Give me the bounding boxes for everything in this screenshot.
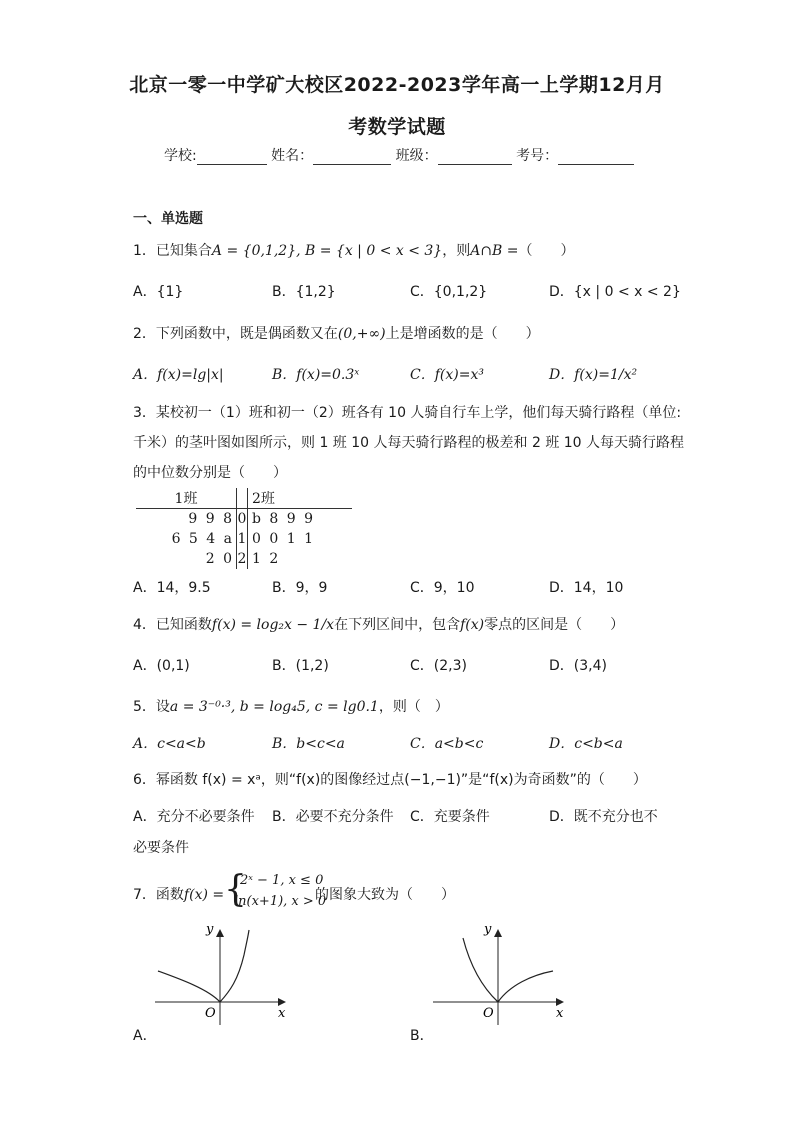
q3-line3: 的中位数分别是（ ） bbox=[133, 465, 287, 481]
q5-math-a: a = 3⁻⁰·³, b = log₄5, c = lg0.1 bbox=[169, 699, 379, 715]
q2-text-b: 上是增函数的是（ ） bbox=[385, 326, 540, 342]
q1-text-c: （ ） bbox=[518, 243, 575, 259]
q3-line1: 3．某校初一（1）班和初一（2）班各有 10 人骑自行车上学，他们每天骑行路程（单位: bbox=[133, 405, 682, 421]
q3-option-d[interactable]: D．14，10 bbox=[549, 580, 624, 596]
row1-stem: 0 bbox=[237, 509, 248, 530]
name-blank[interactable] bbox=[313, 150, 391, 165]
q1-math-b: A∩B = bbox=[470, 243, 519, 259]
q5-stem bbox=[133, 696, 449, 716]
name-label: 姓名： bbox=[271, 148, 314, 164]
q5-option-c[interactable]: C．a<b<c bbox=[410, 736, 484, 752]
q6-option-c[interactable]: C．充要条件 bbox=[410, 809, 490, 825]
q5-text-a: 5．设 bbox=[133, 699, 170, 715]
row1-right: b 8 9 9 bbox=[252, 511, 314, 527]
q3-option-b[interactable]: B．9，9 bbox=[272, 580, 328, 596]
row2-left: 6 5 4 a bbox=[171, 531, 232, 547]
q1-option-a[interactable]: A．{1} bbox=[133, 284, 184, 300]
q4-text-b: 在下列区间中，包含 bbox=[334, 617, 461, 633]
q7-graph-a[interactable] bbox=[150, 925, 290, 1025]
x-label-a: x bbox=[278, 1006, 286, 1021]
page-title-line2: 考数学试题 bbox=[348, 116, 446, 138]
q2-text-a: 2．下列函数中，既是偶函数又在 bbox=[133, 326, 338, 342]
q4-option-d[interactable]: D．(3,4) bbox=[549, 658, 607, 674]
q1-text-a: 1．已知集合 bbox=[133, 243, 212, 259]
q4-text-c: 零点的区间是（ ） bbox=[484, 617, 625, 633]
q4-stem bbox=[133, 614, 624, 634]
q5-option-a[interactable]: A．c<a<b bbox=[133, 736, 206, 752]
y-label-b: y bbox=[484, 925, 492, 937]
q7-graph-b[interactable] bbox=[428, 925, 568, 1025]
q4-option-b[interactable]: B．(1,2) bbox=[272, 658, 329, 674]
school-blank[interactable] bbox=[197, 150, 267, 165]
row3-stem: 2 bbox=[237, 551, 247, 567]
q4-math-a: f(x) = log₂x − 1/x bbox=[211, 617, 335, 633]
plot-header-left: 1班 bbox=[174, 491, 198, 507]
q1-text-b: ，则 bbox=[442, 243, 471, 259]
q4-math-b: f(x) bbox=[460, 617, 485, 633]
class-label: 班级： bbox=[395, 148, 438, 164]
q3-option-a[interactable]: A．14，9.5 bbox=[133, 580, 211, 596]
q6-stem: 6．幂函数 f(x) = xᵃ，则“f(x)的图像经过点(−1,−1)”是“f(x)为奇函数”的（ ） bbox=[133, 772, 647, 788]
q6-option-d[interactable]: D．既不充分也不 bbox=[549, 809, 658, 825]
q2-math-a: (0,+∞) bbox=[337, 326, 386, 342]
q7-text-a: 7．函数 bbox=[133, 887, 184, 903]
q5-text-b: ，则（ ） bbox=[378, 699, 449, 715]
exam-number-label: 考号： bbox=[516, 148, 559, 164]
q4-option-c[interactable]: C．(2,3) bbox=[410, 658, 467, 674]
q2-option-c[interactable]: C．f(x)=x³ bbox=[410, 367, 484, 383]
q1-option-d[interactable]: D．{x | 0 < x < 2} bbox=[549, 284, 681, 300]
q3-line2: 千米）的茎叶图如图所示，则 1 班 10 人每天骑行路程的极差和 2 班 10 人每天骑行路程 bbox=[133, 435, 685, 451]
page-title-line1: 北京一零一中学矿大校区2022-2023学年高一上学期12月月 bbox=[129, 74, 665, 96]
row3-left: 2 0 bbox=[205, 551, 232, 567]
plot-header-right: 2班 bbox=[252, 491, 275, 507]
q6-option-a[interactable]: A．充分不必要条件 bbox=[133, 809, 255, 825]
q2-option-b[interactable]: B．f(x)=0.3ˣ bbox=[272, 367, 360, 383]
q4-text-a: 4．已知函数 bbox=[133, 617, 212, 633]
q6-option-d-wrap: 必要条件 bbox=[133, 840, 189, 856]
origin-label-a: O bbox=[205, 1006, 216, 1021]
q7-stem-a bbox=[133, 884, 224, 904]
q7-case2: ln(x+1), x > 0 bbox=[234, 894, 327, 909]
row2-right: 0 0 1 1 bbox=[252, 531, 313, 547]
q5-option-b[interactable]: B．b<c<a bbox=[272, 736, 345, 752]
q3-option-c[interactable]: C．9，10 bbox=[410, 580, 475, 596]
q2-option-d[interactable]: D．f(x)=1/x² bbox=[549, 367, 638, 383]
q1-option-c[interactable]: C．{0,1,2} bbox=[410, 284, 488, 300]
q4-option-a[interactable]: A．(0,1) bbox=[133, 658, 190, 674]
curve-b bbox=[463, 938, 553, 1002]
curve-a bbox=[158, 930, 249, 1002]
q5-option-d[interactable]: D．c<b<a bbox=[549, 736, 623, 752]
q7-option-a[interactable]: A． bbox=[133, 1028, 157, 1044]
q1-math-a: A = {0,1,2}, B = {x | 0 < x < 3} bbox=[211, 243, 443, 259]
q7-case1: 2ˣ − 1, x ≤ 0 bbox=[240, 873, 324, 888]
x-label-b: x bbox=[556, 1006, 564, 1021]
q7-math-a: f(x) = bbox=[183, 887, 225, 903]
q7-option-b[interactable]: B． bbox=[410, 1028, 434, 1044]
section-heading: 一、单选题 bbox=[133, 211, 203, 227]
y-label-a: y bbox=[206, 925, 214, 937]
q2-stem bbox=[133, 323, 540, 343]
origin-label-b: O bbox=[483, 1006, 494, 1021]
stem-leaf-plot bbox=[136, 488, 352, 569]
row3-right: 1 2 bbox=[252, 551, 279, 567]
header-fields bbox=[164, 145, 634, 165]
class-blank[interactable] bbox=[438, 150, 512, 165]
q1-stem bbox=[133, 240, 575, 260]
q7-brace: { bbox=[224, 869, 247, 910]
row2-stem: 1 bbox=[237, 531, 247, 547]
row1-left: 9 9 8 bbox=[188, 511, 232, 527]
q1-option-b[interactable]: B．{1,2} bbox=[272, 284, 336, 300]
school-label: 学校: bbox=[164, 148, 197, 164]
q7-stem-b: 的图象大致为（ ） bbox=[315, 887, 455, 903]
exam-number-blank[interactable] bbox=[558, 150, 634, 165]
q2-option-a[interactable]: A．f(x)=lg|x| bbox=[133, 367, 224, 383]
q6-option-b[interactable]: B．必要不充分条件 bbox=[272, 809, 394, 825]
